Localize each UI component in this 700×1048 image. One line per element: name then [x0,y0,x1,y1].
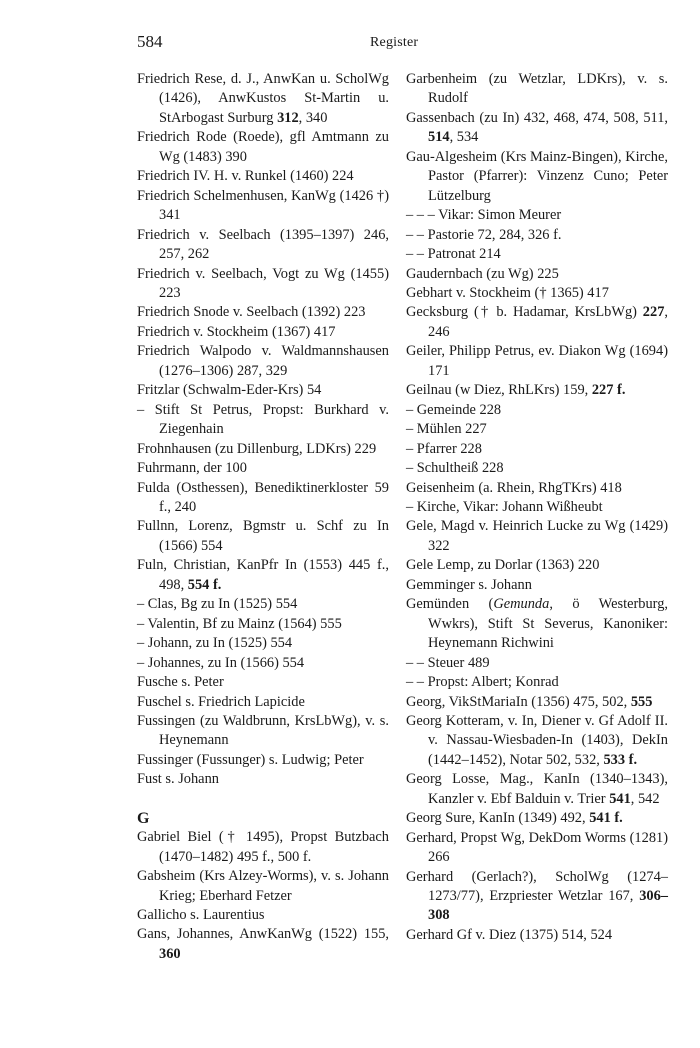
index-entry: – – Steuer 489 [406,654,490,671]
index-entry: Georg Losse, Mag., KanIn (1340–1343), Kanzler v. Ebf Balduin v. Trier 541, 542 [406,771,668,807]
index-entry: Garbenheim (zu Wetzlar, LDKrs), v. s. Rudolf [406,71,668,107]
index-entry: Gebhart v. Stockheim († 1365) 417 [406,284,609,301]
index-entry: Gerhard Gf v. Diez (1375) 514, 524 [406,926,613,943]
running-head: Register [370,35,419,50]
index-entry: – Mühlen 227 [406,421,487,438]
index-entry: Friedrich IV. H. v. Runkel (1460) 224 [137,168,354,185]
index-entry: Fust s. Johann [137,771,219,788]
index-entry: Friedrich Walpodo v. Waldmannshausen (1276–1306) 287, 329 [137,343,389,379]
index-entry: Gaudernbach (zu Wg) 225 [406,265,559,282]
page-number: 584 [137,32,163,51]
index-entry: Fulda (Osthessen), Benediktinerkloster 59 f., 240 [137,479,389,515]
index-entry: Gecksburg († b. Hadamar, KrsLbWg) 227, 246 [406,304,668,340]
index-entry: Gele, Magd v. Heinrich Lucke zu Wg (1429) 322 [406,518,668,554]
index-entry: Frohnhausen (zu Dillenburg, LDKrs) 229 [137,440,377,457]
index-entry: – Johannes, zu In (1566) 554 [137,654,305,671]
index-entry: Fuhrmann, der 100 [137,460,247,477]
index-entry: Gemünden (Gemunda, ö Westerburg, Wwkrs), Stift St Severus, Kanoniker: Heynemann Richwini [406,596,668,652]
index-entry: – Clas, Bg zu In (1525) 554 [137,596,298,613]
index-entry: – Gemeinde 228 [406,401,502,418]
index-entry: Fritzlar (Schwalm-Eder-Krs) 54 [137,382,322,399]
index-entry: Georg Kotteram, v. In, Diener v. Gf Adolf II. v. Nassau-Wiesbaden-In (1403), DekIn (1442–1452), Notar 502, 532, 533 f. [406,712,668,768]
index-entry: – Schultheiß 228 [406,460,504,477]
section-letter-heading: G [137,809,150,827]
index-entry: Fuschel s. Friedrich Lapicide [137,693,305,710]
index-entry: Gallicho s. Laurentius [137,907,265,924]
index-column-left [137,70,389,964]
index-entry: – – Propst: Albert; Konrad [406,674,559,691]
index-entry: Gabsheim (Krs Alzey-Worms), v. s. Johann Krieg; Eberhard Fetzer [137,868,389,904]
index-entry: Friedrich Rese, d. J., AnwKan u. ScholWg (1426), AnwKustos St-Martin u. StArbogast Surburg 312, 340 [137,71,389,126]
index-entry: Gemminger s. Johann [406,576,532,593]
index-entry: Gabriel Biel († 1495), Propst Butzbach (1470–1482) 495 f., 500 f. [137,829,389,865]
index-entry: Friedrich v. Stockheim (1367) 417 [137,323,336,340]
index-entry: Fullnn, Lorenz, Bgmstr u. Schf zu In (1566) 554 [137,518,389,554]
index-column-right [406,70,668,945]
index-entry: Friedrich v. Seelbach (1395–1397) 246, 257, 262 [137,226,389,263]
index-entry: Gassenbach (zu In) 432, 468, 474, 508, 511, 514, 534 [406,109,668,146]
index-entry: Gele Lemp, zu Dorlar (1363) 220 [406,557,600,574]
index-entry: Fussingen (zu Waldbrunn, KrsLbWg), v. s. Heynemann [137,712,389,749]
index-entry: Friedrich Schelmenhusen, KanWg (1426 †) 341 [137,187,389,224]
index-entry: Fuln, Christian, KanPfr In (1553) 445 f., 498, 554 f. [137,557,389,593]
index-entry: Friedrich v. Seelbach, Vogt zu Wg (1455) 223 [137,265,389,301]
index-entry: Geisenheim (a. Rhein, RhgTKrs) 418 [406,479,622,496]
index-entry: Fusche s. Peter [137,674,224,691]
index-entry: – – Pastorie 72, 284, 326 f. [406,226,562,243]
index-entry: Fussinger (Fussunger) s. Ludwig; Peter [137,751,364,768]
index-entry: – Johann, zu In (1525) 554 [137,635,293,652]
index-entry: Georg Sure, KanIn (1349) 492, 541 f. [406,810,623,827]
index-entry: – Valentin, Bf zu Mainz (1564) 555 [137,615,342,632]
index-entry: – – – Vikar: Simon Meurer [406,207,562,224]
index-entry: – Stift St Petrus, Propst: Burkhard v. Ziegenhain [137,401,389,438]
index-entry: Gerhard, Propst Wg, DekDom Worms (1281) 266 [406,829,668,866]
index-entry: – Kirche, Vikar: Johann Wißheubt [406,498,603,515]
index-entry: Gau-Algesheim (Krs Mainz-Bingen), Kirche, Pastor (Pfarrer): Vinzenz Cuno; Peter Lützelburg [406,148,668,204]
index-entry: Friedrich Snode v. Seelbach (1392) 223 [137,304,366,321]
index-entry: Geilnau (w Diez, RhLKrs) 159, 227 f. [406,382,626,399]
index-entry: – – Patronat 214 [406,246,501,263]
index-entry: Gerhard (Gerlach?), ScholWg (1274–1273/77), Erzpriester Wetzlar 167, 306–308 [406,868,668,924]
index-entry: Friedrich Rode (Roede), gfl Amtmann zu Wg (1483) 390 [137,129,389,165]
index-entry: – Pfarrer 228 [406,440,482,457]
index-entry: Gans, Johannes, AnwKanWg (1522) 155, 360 [137,926,389,962]
index-entry: Georg, VikStMariaIn (1356) 475, 502, 555 [406,693,653,710]
index-entry: Geiler, Philipp Petrus, ev. Diakon Wg (1694) 171 [406,343,668,379]
